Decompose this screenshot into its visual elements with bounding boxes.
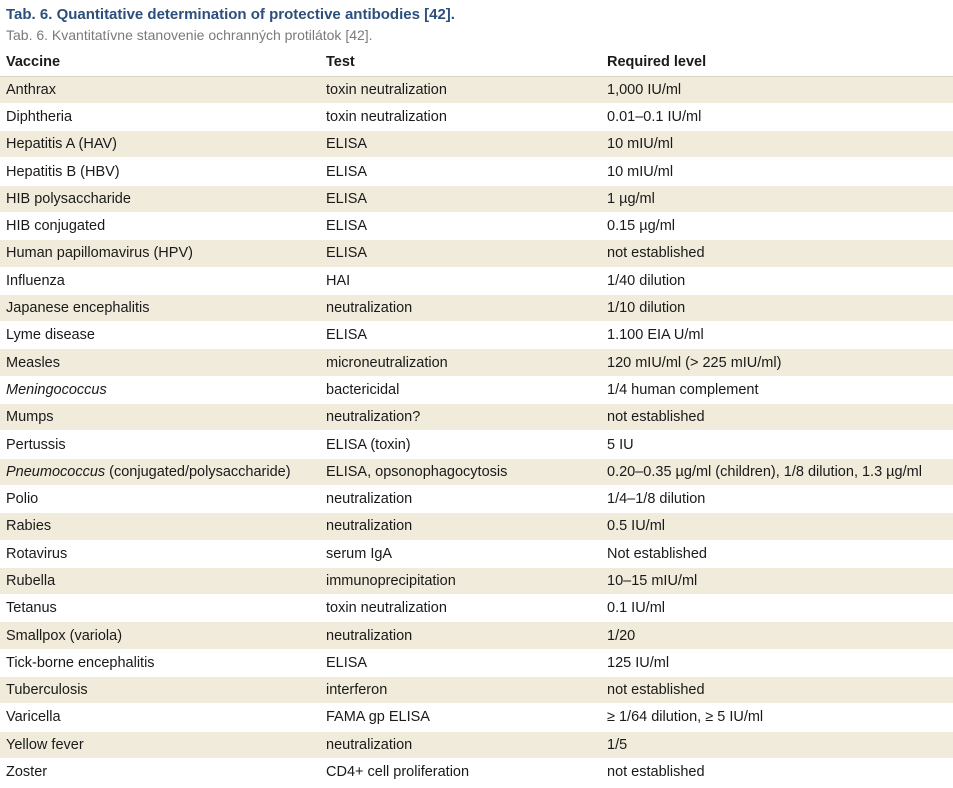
table-row [0,404,953,431]
header-vaccine: Vaccine [0,48,320,76]
cell-level: 10 mIU/ml [601,158,953,185]
table-row [0,704,953,731]
cell-vaccine: Rabies [0,513,320,540]
table-row [0,267,953,294]
cell-vaccine: HIB conjugated [0,212,320,239]
cell-test: microneutralization [320,349,601,376]
table-title-en: Tab. 6. Quantitative determination of protective antibodies [42]. [6,6,455,23]
cell-test: ELISA (toxin) [320,431,601,458]
cell-vaccine: Smallpox (variola) [0,622,320,649]
cell-level: 0.15 µg/ml [601,212,953,239]
cell-test: toxin neutralization [320,595,601,622]
cell-level: 1,000 IU/ml [601,76,953,103]
cell-vaccine: Japanese encephalitis [0,294,320,321]
cell-level: 1/4–1/8 dilution [601,485,953,512]
cell-vaccine [0,458,320,485]
cell-level: Not established [601,540,953,567]
cell-level: not established [601,758,953,785]
cell-vaccine: HIB polysaccharide [0,185,320,212]
cell-vaccine: Measles [0,349,320,376]
header-required-level: Required level [601,48,953,76]
cell-test: ELISA [320,131,601,158]
cell-test: neutralization [320,622,601,649]
table-row [0,322,953,349]
table-row [0,158,953,185]
cell-test: serum IgA [320,540,601,567]
cell-level: 120 mIU/ml (> 225 mIU/ml) [601,349,953,376]
table-row [0,513,953,540]
table-title-sk: Tab. 6. Kvantitatívne stanovenie ochranných protilátok [42]. [6,27,373,43]
vaccine-name-suffix: (conjugated/polysaccharide) [105,463,291,480]
cell-level: 10–15 mIU/ml [601,567,953,594]
table-row [0,185,953,212]
cell-test: CD4+ cell proliferation [320,758,601,785]
cell-vaccine: Mumps [0,404,320,431]
table-row [0,103,953,130]
cell-level: not established [601,404,953,431]
cell-vaccine: Hepatitis A (HAV) [0,131,320,158]
cell-test: immunoprecipitation [320,567,601,594]
cell-test: neutralization [320,294,601,321]
cell-vaccine: Polio [0,485,320,512]
table-row [0,376,953,403]
cell-test: neutralization? [320,404,601,431]
table-row [0,294,953,321]
cell-vaccine [0,376,320,403]
table-row [0,349,953,376]
cell-test: toxin neutralization [320,76,601,103]
cell-vaccine: Yellow fever [0,731,320,758]
header-test: Test [320,48,601,76]
cell-vaccine: Lyme disease [0,322,320,349]
cell-level: 1/10 dilution [601,294,953,321]
table-body [0,76,953,786]
vaccine-name-italic: Pneumococcus [6,463,106,480]
table-row [0,677,953,704]
cell-test: interferon [320,677,601,704]
cell-level: 1 µg/ml [601,185,953,212]
cell-level: ≥ 1/64 dilution, ≥ 5 IU/ml [601,704,953,731]
cell-level: not established [601,677,953,704]
cell-level: 0.01–0.1 IU/ml [601,103,953,130]
cell-test: neutralization [320,513,601,540]
table-row [0,540,953,567]
cell-vaccine: Rotavirus [0,540,320,567]
cell-vaccine: Influenza [0,267,320,294]
table-row [0,595,953,622]
table-row [0,731,953,758]
cell-test: ELISA, opsonophagocytosis [320,458,601,485]
cell-vaccine: Tick-borne encephalitis [0,649,320,676]
cell-test: ELISA [320,322,601,349]
table-row [0,485,953,512]
cell-level: 1.100 EIA U/ml [601,322,953,349]
cell-vaccine: Anthrax [0,76,320,103]
table-header-row [0,48,953,76]
cell-level: 0.20–0.35 µg/ml (children), 1/8 dilution, 1.3 µg/ml [601,458,953,485]
table-row [0,431,953,458]
antibodies-table [0,48,953,786]
cell-vaccine: Human papillomavirus (HPV) [0,240,320,267]
cell-vaccine: Zoster [0,758,320,785]
table-row [0,622,953,649]
cell-level: not established [601,240,953,267]
cell-test: ELISA [320,185,601,212]
cell-test: bactericidal [320,376,601,403]
cell-vaccine: Tuberculosis [0,677,320,704]
cell-test: ELISA [320,240,601,267]
table-row [0,567,953,594]
cell-level: 5 IU [601,431,953,458]
cell-level: 1/40 dilution [601,267,953,294]
cell-test: HAI [320,267,601,294]
cell-vaccine: Diphtheria [0,103,320,130]
cell-vaccine: Rubella [0,567,320,594]
cell-test: neutralization [320,731,601,758]
cell-test: toxin neutralization [320,103,601,130]
cell-vaccine: Varicella [0,704,320,731]
cell-test: ELISA [320,158,601,185]
cell-level: 125 IU/ml [601,649,953,676]
table-row [0,212,953,239]
table-row [0,76,953,103]
cell-vaccine: Hepatitis B (HBV) [0,158,320,185]
cell-test: ELISA [320,212,601,239]
cell-level: 1/20 [601,622,953,649]
cell-level: 10 mIU/ml [601,131,953,158]
table-row [0,758,953,785]
table-row [0,458,953,485]
cell-test: FAMA gp ELISA [320,704,601,731]
cell-test: neutralization [320,485,601,512]
cell-level: 1/4 human complement [601,376,953,403]
cell-vaccine: Pertussis [0,431,320,458]
cell-level: 0.5 IU/ml [601,513,953,540]
table-row [0,240,953,267]
cell-level: 0.1 IU/ml [601,595,953,622]
vaccine-name-italic: Meningococcus [6,381,107,398]
cell-test: ELISA [320,649,601,676]
table-row [0,131,953,158]
table-row [0,649,953,676]
cell-vaccine: Tetanus [0,595,320,622]
cell-level: 1/5 [601,731,953,758]
